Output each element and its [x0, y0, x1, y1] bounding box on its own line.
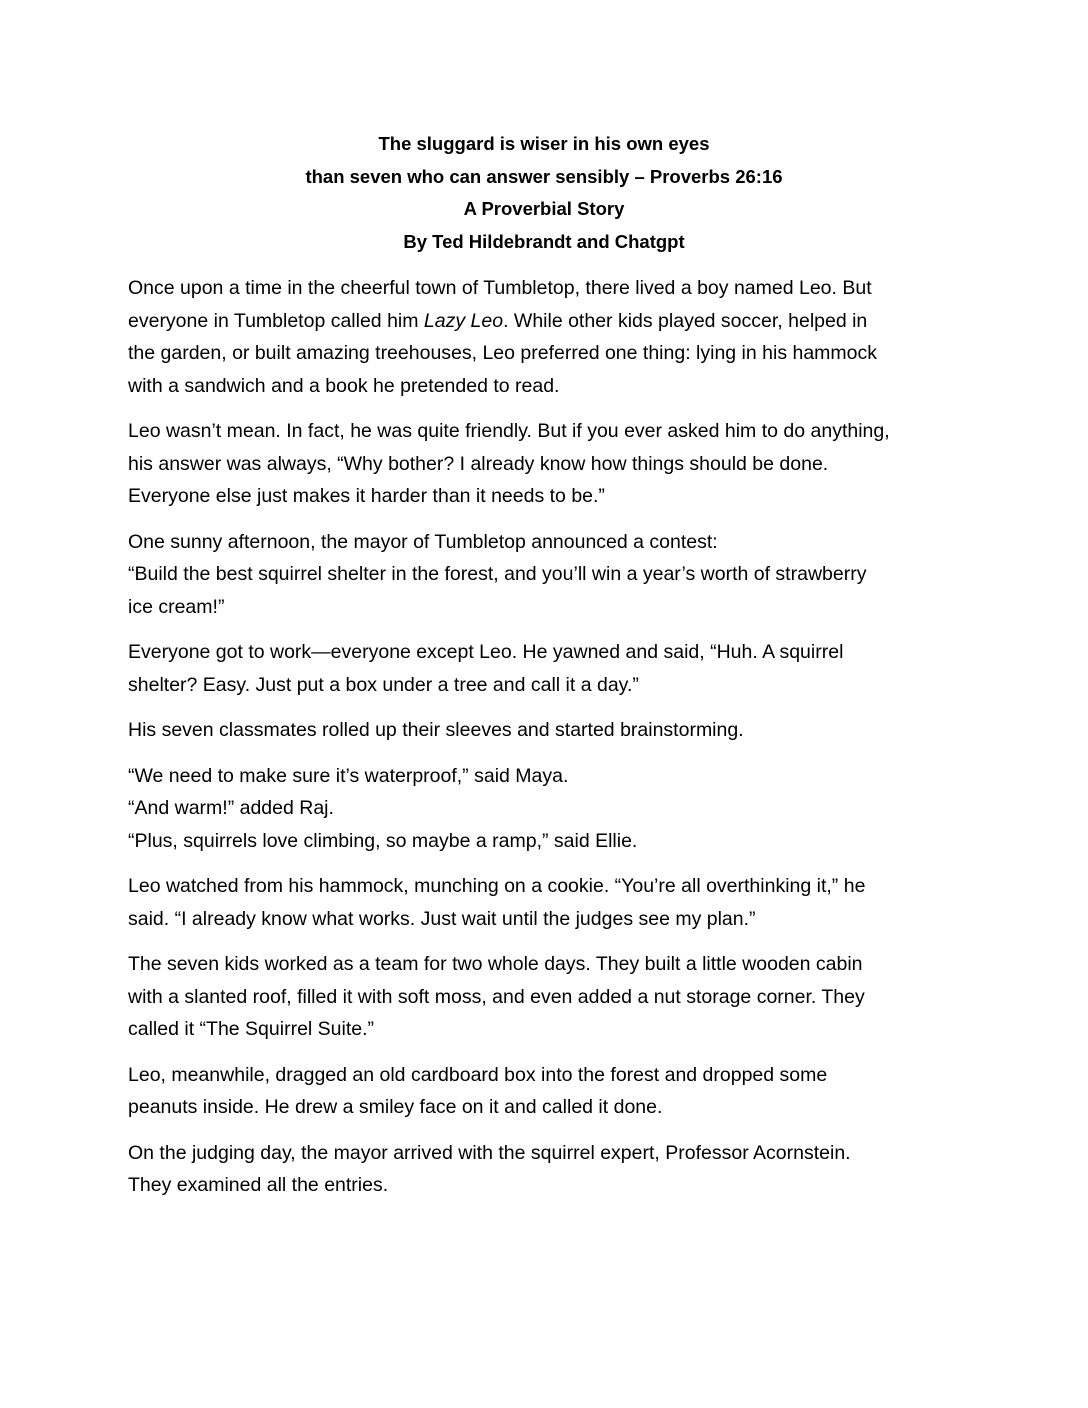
- paragraph-line: said. “I already know what works. Just wait until the judges see my plan.”: [128, 907, 756, 930]
- paragraph-line: They examined all the entries.: [128, 1174, 389, 1196]
- paragraph-line: The seven kids worked as a team for two whole days. They built a little wooden cabin: [128, 953, 863, 975]
- paragraph-line: shelter? Easy. Just put a box under a tree and call it a day.”: [128, 673, 639, 696]
- paragraph-line: the garden, or built amazing treehouses, Leo preferred one thing: lying in his hammock: [128, 342, 878, 364]
- text-fragment: everyone in Tumbletop called him: [128, 309, 424, 332]
- proverb-line-1: The sluggard is wiser in his own eyes: [378, 133, 710, 154]
- paragraph-5: [128, 714, 968, 747]
- paragraph-line: with a sandwich and a book he pretended to read.: [128, 374, 560, 397]
- paragraph-line: Leo wasn’t mean. In fact, he was quite friendly. But if you ever asked him to do anything,: [128, 420, 890, 442]
- paragraph-line: One sunny afternoon, the mayor of Tumbletop announced a contest:: [128, 530, 718, 553]
- paragraph-line: Leo watched from his hammock, munching on a cookie. “You’re all overthinking it,” he: [128, 875, 866, 897]
- paragraph-line: Once upon a time in the cheerful town of Tumbletop, there lived a boy named Leo. But: [128, 277, 872, 299]
- paragraph-line: [128, 305, 968, 338]
- paragraph-line: His seven classmates rolled up their sleeves and started brainstorming.: [128, 719, 744, 741]
- paragraph-line: “And warm!” added Raj.: [128, 797, 334, 819]
- paragraph-7: [128, 870, 968, 935]
- story-byline: By Ted Hildebrandt and Chatgpt: [403, 230, 685, 252]
- story-title: A Proverbial Story: [463, 198, 625, 219]
- paragraph-line: On the judging day, the mayor arrived with the squirrel expert, Professor Acornstein.: [128, 1141, 851, 1164]
- paragraph-6: [128, 760, 968, 858]
- paragraph-line: Leo, meanwhile, dragged an old cardboard box into the forest and dropped some: [128, 1063, 828, 1086]
- paragraph-9: [128, 1059, 968, 1124]
- paragraph-8: [128, 948, 968, 1046]
- paragraph-line: ice cream!”: [128, 595, 225, 618]
- text-fragment: . While other kids played soccer, helped in: [503, 309, 868, 332]
- paragraph-line: “Plus, squirrels love climbing, so maybe a ramp,” said Ellie.: [128, 829, 638, 852]
- paragraph-2: [128, 415, 968, 513]
- paragraph-line: “We need to make sure it’s waterproof,” said Maya.: [128, 764, 569, 787]
- paragraph-line: peanuts inside. He drew a smiley face on it and called it done.: [128, 1096, 663, 1118]
- paragraph-4: [128, 636, 968, 701]
- paragraph-line: Everyone got to work—everyone except Leo. He yawned and said, “Huh. A squirrel: [128, 641, 844, 663]
- paragraph-line: “Build the best squirrel shelter in the forest, and you’ll win a year’s worth of strawberry: [128, 563, 867, 585]
- nickname-italic: Lazy Leo: [423, 309, 504, 332]
- paragraph-line: with a slanted roof, filled it with soft moss, and even added a nut storage corner. They: [128, 985, 865, 1008]
- paragraph-3: [128, 526, 968, 624]
- paragraph-1: [128, 272, 968, 402]
- paragraph-10: [128, 1137, 968, 1202]
- paragraph-line: called it “The Squirrel Suite.”: [128, 1018, 375, 1040]
- story-body: [128, 272, 968, 1215]
- story-header: [0, 128, 1088, 258]
- paragraph-line: Everyone else just makes it harder than it needs to be.”: [128, 485, 605, 507]
- proverb-line-2: than seven who can answer sensibly – Proverbs 26:16: [305, 165, 783, 187]
- paragraph-line: his answer was always, “Why bother? I already know how things should be done.: [128, 452, 829, 475]
